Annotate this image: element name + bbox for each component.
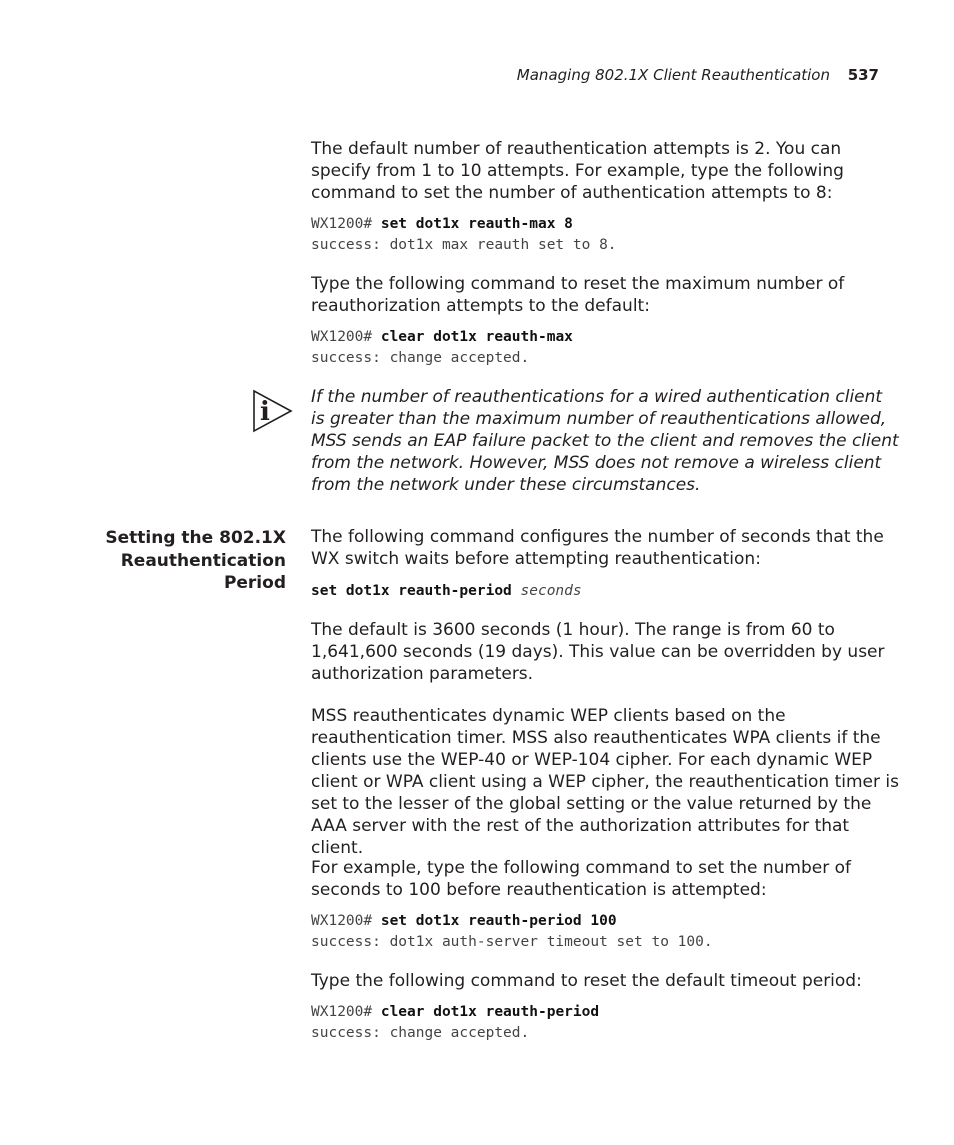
section-heading-line3: Period (223, 573, 286, 593)
code-block-reauth-period (311, 911, 713, 952)
code-output: success: dot1x auth-server timeout set to 100. (311, 933, 713, 950)
code-command: clear dot1x reauth-max (380, 329, 573, 345)
paragraph-reauth-attempts: The default number of reauthentication attempts is 2. You can specify from 1 to 10 attempts. For example, type the following command to set the number of authentication attempts to 8: (311, 139, 844, 203)
paragraph-example-100: For example, type the following command to set the number of seconds to 100 before reauthentication is attempted: (311, 858, 852, 900)
section-heading-line1: Setting the 802.1X (105, 528, 286, 548)
code-prompt: WX1200# (311, 913, 381, 929)
code-command: clear dot1x reauth-period (380, 1004, 600, 1020)
code-block-reauth-max (311, 214, 617, 255)
code-prompt: WX1200# (311, 216, 381, 232)
code-command: set dot1x reauth-period 100 (380, 913, 617, 929)
code-output: success: change accepted. (311, 1024, 530, 1041)
paragraph-default-range: The default is 3600 seconds (1 hour). The range is from 60 to 1,641,600 seconds (19 days). This value can be overridden by user authorization parameters. (311, 620, 885, 684)
syntax-argument: seconds (520, 583, 582, 599)
command-syntax (311, 581, 582, 602)
paragraph-reset-timeout: Type the following command to reset the default timeout period: (311, 971, 862, 991)
paragraph-reauth-period-intro: The following command configures the number of seconds that the WX switch waits before attempting reauthentication: (311, 527, 884, 569)
code-command: set dot1x reauth-max 8 (380, 216, 573, 232)
info-icon (251, 388, 295, 434)
svg-text:i: i (260, 397, 270, 427)
note-text: If the number of reauthentications for a wired authentication client is greater than the maximum number of reauthentications allowed, MSS sends an EAP failure packet to the client and removes the client from the network. However, MSS does not remove a wireless client from the network under these circumstances. (311, 387, 899, 495)
paragraph-wep-wpa: MSS reauthenticates dynamic WEP clients based on the reauthentication timer. MSS also reauthenticates WPA clients if the clients use the WEP-40 or WEP-104 cipher. For each dynamic WEP client or WPA client using a WEP cipher, the reauthentication timer is set to the lesser of the global setting or the value returned by the AAA server with the rest of the authorization attributes for that client. (311, 706, 899, 858)
section-heading-line2: Reauthentication (120, 550, 286, 571)
code-prompt: WX1200# (311, 329, 381, 345)
code-output: success: dot1x max reauth set to 8. (311, 236, 617, 253)
page-number: 537 (847, 66, 879, 84)
code-block-clear-reauth-period (311, 1002, 599, 1043)
code-output: success: change accepted. (311, 349, 530, 366)
syntax-command: set dot1x reauth-period (311, 583, 521, 599)
paragraph-reset-max: Type the following command to reset the maximum number of reauthorization attempts to the default: (311, 274, 845, 316)
code-prompt: WX1200# (311, 1004, 381, 1020)
code-block-clear-reauth-max (311, 327, 573, 368)
running-header-title: Managing 802.1X Client Reauthentication (516, 66, 830, 84)
section-heading (100, 527, 286, 595)
